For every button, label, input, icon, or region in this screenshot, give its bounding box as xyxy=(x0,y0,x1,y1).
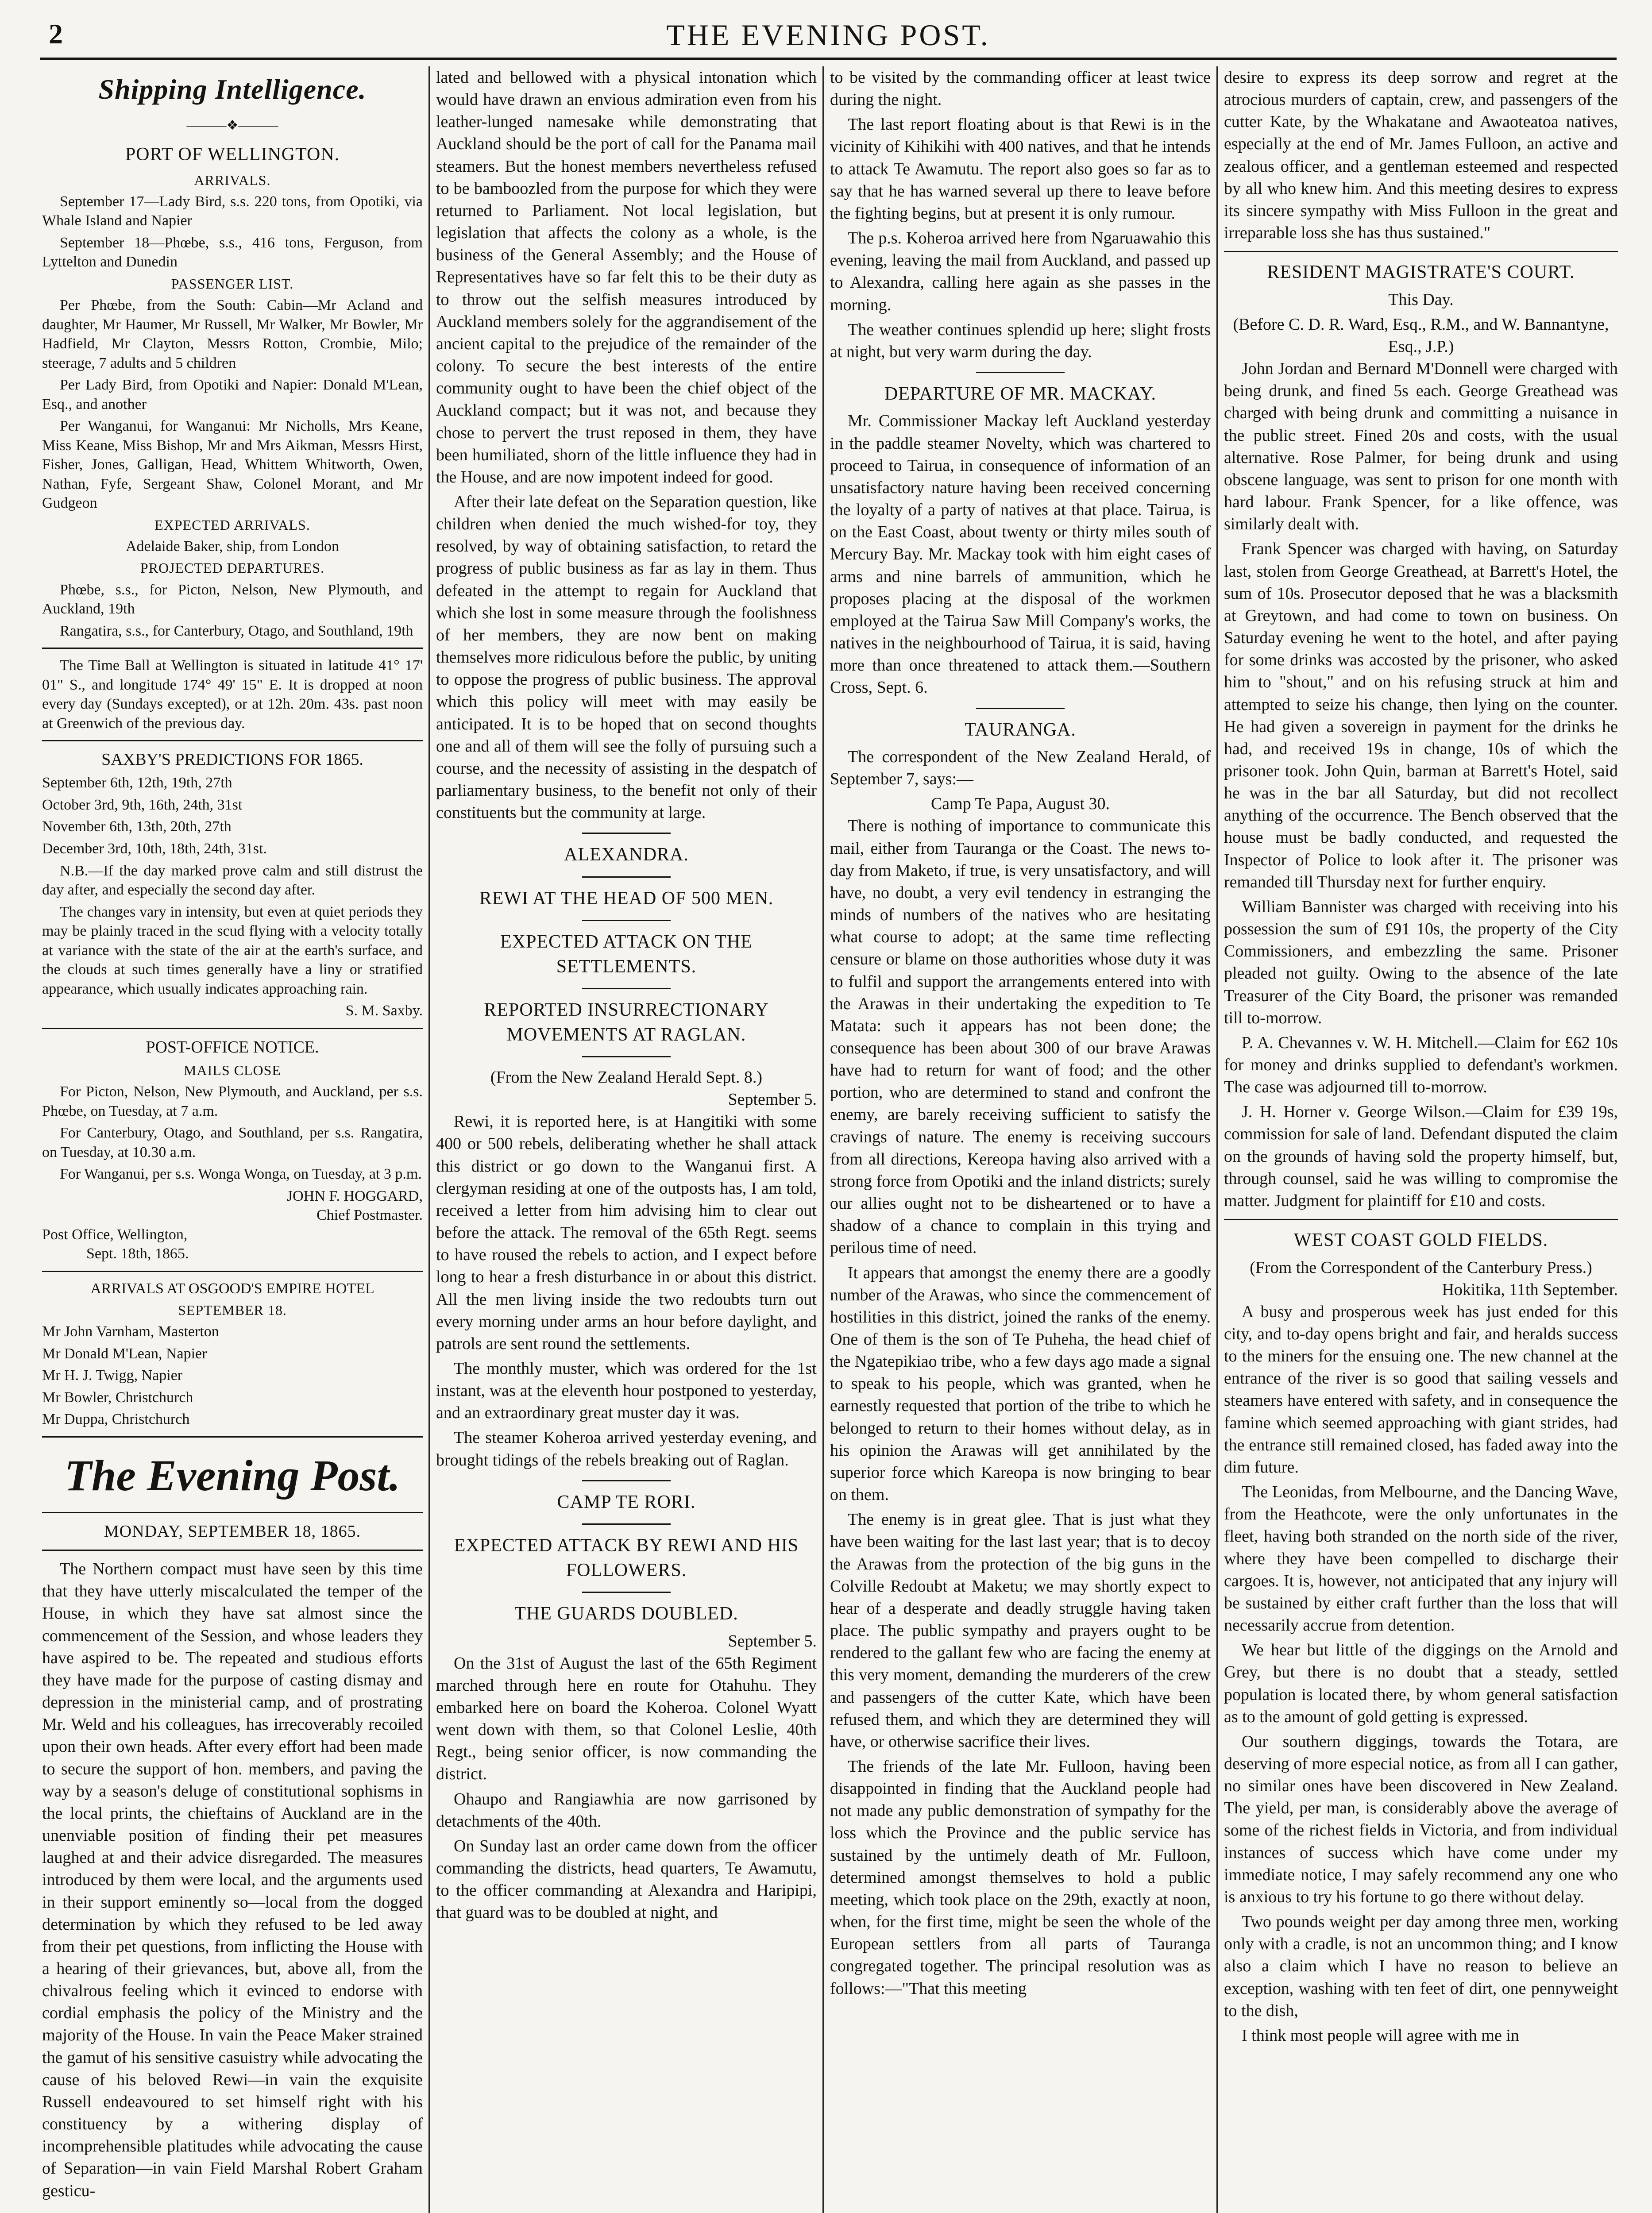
expected-attack-heading: EXPECTED ATTACK ON THE SETTLEMENTS. xyxy=(500,932,753,977)
tauranga-heading: TAURANGA. xyxy=(965,719,1076,740)
article-paragraph: The steamer Koheroa arrived yesterday evening, and brought tidings of the rebels breaking out of Raglan. xyxy=(436,1428,817,1469)
short-divider xyxy=(582,833,671,834)
short-divider xyxy=(582,920,671,921)
article-paragraph: There is nothing of importance to communicate this mail, either from Tauranga or the Coast. The news to-day from Maketo, if true, is very unsatisfactory, and will have, no doubt, a very evil tendency in estranging the minds of numbers of the natives who are hesitating what course to adopt; at the same time reflecting censure or blame on those authorities whose duty it was to fulfil and support the arrangements entered into with the Arawas in their undertaking the expedition to Te Matata: such it appears has not been done; the consequence has been about 300 of our brave Arawas have had to return for want of food; and the other portion, who are determined to stand and confront the enemy, are barely receiving sufficient to satisfy the cravings of nature. The enemy is receiving succours from all directions, Kereopa having also arrived with a strong force from Opotiki and the inland districts; surely our allies ought not to be disheartened or to have a shadow of a chance to complain in this trying and perilous time of need. xyxy=(830,817,1211,1257)
court-paragraph: J. H. Horner v. George Wilson.—Claim for £39 19s, commission for sale of land. Defendant disputed the claim on the grounds of having sold the property himself, but, through counsel, said he was willing to compromise the matter. Judgment for plaintiff for £10 and costs. xyxy=(1224,1103,1618,1210)
mail-entry: For Wanganui, per s.s. Wonga Wonga, on Tuesday, at 3 p.m. xyxy=(60,1166,422,1183)
short-divider xyxy=(582,876,671,878)
short-divider xyxy=(976,708,1065,709)
saxby-date: November 6th, 13th, 20th, 27th xyxy=(42,818,232,835)
divider xyxy=(1224,251,1618,252)
article-paragraph: Mr. Commissioner Mackay left Auckland yesterday in the paddle steamer Novelty, which was chartered to proceed to Tairua, in consequence of information of an unsatisfactory nature having been received concerning the loyalty of a party of natives at that place. Tairua, is on the East Coast, about twenty or thirty miles south of Mercury Bay. Mr. Mackay took with him eight cases of arms and nine barrels of ammunition, which he proposes placing at the disposal of the workmen employed at the Tairua Saw Mill Company's works, the natives in the neighbourhood of Tairua, it is said, having more than once threatened to attack them.—Southern Cross, Sept. 6. xyxy=(830,412,1211,697)
saxby-date: October 3rd, 9th, 16th, 24th, 31st xyxy=(42,796,243,813)
alexandra-heading: ALEXANDRA. xyxy=(564,844,689,865)
tauranga-intro: The correspondent of the New Zealand Herald, of September 7, says:— xyxy=(830,747,1211,789)
arrival-entry: September 17—Lady Bird, s.s. 220 tons, from Opotiki, via Whale Island and Napier xyxy=(42,193,423,229)
goldfields-heading: WEST COAST GOLD FIELDS. xyxy=(1293,1230,1548,1251)
rewi-heading: REWI AT THE HEAD OF 500 MEN. xyxy=(479,888,774,909)
passenger-heading: PASSENGER LIST. xyxy=(171,275,294,292)
court-day: This Day. xyxy=(1388,290,1454,309)
mail-entry: For Canterbury, Otago, and Southland, per s.s. Rangatira, on Tuesday, at 10.30 a.m. xyxy=(42,1125,423,1160)
column-rule xyxy=(1216,66,1218,2213)
ornament-divider: ———❖——— xyxy=(186,118,278,133)
post-office-date: Sept. 18th, 1865. xyxy=(86,1245,189,1262)
divider xyxy=(42,1271,423,1272)
court-bench: (Before C. D. R. Ward, Esq., R.M., and W. Bannantyne, Esq., J.P.) xyxy=(1233,315,1609,356)
article-paragraph: The friends of the late Mr. Fulloon, having been disappointed in finding that the Auckland people had not made any public demonstration of sympathy for the loss which the Province and the public service has sustained by the untimely death of Mr. Fulloon, determined amongst themselves to hold a public meeting, which took place on the 29th, exactly at noon, when, for the first time, might be seen the whole of the European settlers from all parts of Tauranga congregated together. The principal resolution was as follows:—"That this meeting xyxy=(830,1757,1211,1998)
article-paragraph: The Leonidas, from Melbourne, and the Dancing Wave, from the Heathcote, were the only unfortunates in the fleet, having both stranded on the north side of the river, where they have been compelled to discharge their cargoes. It is, however, not anticipated that any injury will be sustained by either craft further than the loss that will necessarily accrue from detention. xyxy=(1224,1483,1618,1635)
hotel-guest: Mr Duppa, Christchurch xyxy=(42,1411,190,1428)
postmaster-title: Chief Postmaster. xyxy=(317,1207,423,1224)
hotel-guest: Mr Donald M'Lean, Napier xyxy=(42,1345,207,1362)
guards-heading: THE GUARDS DOUBLED. xyxy=(514,1604,738,1624)
column-2 xyxy=(436,66,817,2213)
short-divider xyxy=(582,1480,671,1481)
postmaster-name: JOHN F. HOGGARD, xyxy=(286,1187,423,1204)
article-paragraph: Ohaupo and Rangiawhia are now garrisoned by detachments of the 40th. xyxy=(436,1789,817,1831)
timeball-notice: The Time Ball at Wellington is situated in latitude 41° 17' 01" S., and longitude 174° 49' 15" E. It is dropped at noon every day (Sundays excepted), or at 12h. 20m. 43s. past noon at Greenwich of the previous day. xyxy=(42,657,423,732)
hotel-heading: ARRIVALS AT OSGOOD'S EMPIRE HOTEL xyxy=(90,1280,374,1297)
article-continued: to be visited by the commanding officer at least twice during the night. xyxy=(830,68,1211,109)
short-divider xyxy=(582,1056,671,1057)
article-paragraph: On the 31st of August the last of the 65th Regiment marched through here en route for Otahuhu. They embarked here on board the Koheroa. Colonel Wyatt went down with them, so that Colonel Leslie, 40th Regt., being senior officer, is now commanding the district. xyxy=(436,1654,817,1784)
hotel-date: SEPTEMBER 18. xyxy=(178,1302,287,1319)
column-rule xyxy=(822,66,824,2213)
expected-heading: EXPECTED ARRIVALS. xyxy=(154,517,310,533)
hotel-guest: Mr John Varnham, Masterton xyxy=(42,1323,219,1340)
mackay-heading: DEPARTURE OF MR. MACKAY. xyxy=(884,384,1156,405)
court-paragraph: John Jordan and Bernard M'Donnell were charged with being drunk, and fined 5s each. George Greathead was charged with being drunk and committing a nuisance in the public street. Fined 20s and costs, with the usual alternative. Rose Palmer, for being drunk and using obscene language, was sent to prison for one month with hard labour. Frank Spencer, for a like offence, was similarly dealt with. xyxy=(1224,359,1618,534)
page-number: 2 xyxy=(49,18,63,50)
divider xyxy=(1224,1219,1618,1220)
article-paragraph: Our southern diggings, towards the Totara, are deserving of more especial notice, as from all I can gather, no similar ones have been discovered in New Zealand. The yield, per man, is considerably above the average of some of the richest fields in Victoria, and from individual instances of success which have come under my immediate notice, I may safely recommend any one who is anxious to try his fortune to go there without delay. xyxy=(1224,1732,1618,1906)
column-1 xyxy=(42,66,423,2213)
editorial-continued: lated and bellowed with a physical intonation which would have drawn an envious admiration even from his leather-lunged namesake while demonstrating that Auckland should be the port of call for the Panama mail steamers. But the honest members nevertheless refused to be bamboozled from the purpose for which they were returned to Parliament. Not local legislation, but legislation that affects the colony as a whole, is the business of the General Assembly; and the House of Representatives have so far felt this to be their duty as to throw out the selfish measures introduced by Auckland members solely for the aggrandisement of the ancient capital to the prejudice of the remainder of the colony. To secure the best interests of the entire community ought to have been the chief object of the Auckland compact; but it was not, and because they chose to pervert the trust reposed in them, they have been humiliated, shorn of the little influence they had in the House, and are now impotent indeed for good. xyxy=(436,68,817,486)
article-paragraph: Two pounds weight per day among three men, working only with a cradle, is not an uncommon thing; and I know also a claim which I have no reason to believe an exception, washing with ten feet of dirt, one pennyweight to the dish, xyxy=(1224,1912,1618,2020)
court-heading: RESIDENT MAGISTRATE'S COURT. xyxy=(1267,262,1575,283)
article-paragraph: The p.s. Koheroa arrived here from Ngaruawahio this evening, leaving the mail from Auckland, and passed up to Alexandra, calling here again as she passes in the morning. xyxy=(830,229,1211,314)
court-paragraph: P. A. Chevannes v. W. H. Mitchell.—Claim for £62 10s for money and drinks supplied to defendant's workmen. The case was adjourned till to-morrow. xyxy=(1224,1033,1618,1097)
article-paragraph: The enemy is in great glee. That is just what they have been waiting for the last last year; that is to decoy the Arawas from the protection of the big guns in the Colville Redoubt at Maketu; we may shortly expect to hear of a desperate and deadly struggle having taken place. The public sympathy and prayers ought to be rendered to the gallant few who are facing the enemy at this very moment, demanding the murderers of the crew and passengers of the cutter Kate, which have been refused them, and which they are determined they will have, or otherwise sacrifice their lives. xyxy=(830,1510,1211,1751)
divider xyxy=(42,1028,423,1029)
port-heading: PORT OF WELLINGTON. xyxy=(125,144,340,165)
mails-close-heading: MAILS CLOSE xyxy=(184,1062,281,1078)
expected-rewi-heading: EXPECTED ATTACK BY REWI AND HIS FOLLOWERS. xyxy=(454,1535,799,1581)
column-4 xyxy=(1224,66,1618,2213)
postoffice-heading: POST-OFFICE NOTICE. xyxy=(146,1037,319,1056)
court-paragraph: William Bannister was charged with receiving into his possession the sum of £91 10s, the property of the City Commissioners, and embezzling the same. Prisoner pleaded not guilty. Owing to the absence of the late Treasurer of the City Board, the prisoner was remanded till to-morrow. xyxy=(1224,897,1618,1027)
divider xyxy=(42,1550,423,1551)
projected-heading: PROJECTED DEPARTURES. xyxy=(140,560,325,576)
passenger-entry: Per Lady Bird, from Opotiki and Napier: Donald M'Lean, Esq., and another xyxy=(42,377,423,413)
mail-entry: For Picton, Nelson, New Plymouth, and Auckland, per s.s. Phœbe, on Tuesday, at 7 a.m. xyxy=(42,1083,423,1119)
passenger-entry: Per Wanganui, for Wanganui: Mr Nicholls, Mrs Keane, Miss Keane, Miss Bishop, Mr and Mrs Aikman, Messrs Hirst, Fisher, Jones, Galligan, Head, Whittem Whitworth, Owen, Nathan, Fyfe, Sergeant Shaw, Colonel Morant, and Mr Gudgeon xyxy=(42,418,423,512)
article-paragraph: On Sunday last an order came down from the officer commanding the districts, head quarters, Te Awamutu, to the officer commanding at Alexandra and Haripipi, that guard was to be doubled at night, and xyxy=(436,1836,817,1922)
post-office-place: Post Office, Wellington, xyxy=(42,1226,188,1243)
passenger-entry: Per Phœbe, from the South: Cabin—Mr Acland and daughter, Mr Haumer, Mr Russell, Mr Walker, Mr Bowler, Mr Hadfield, Mr Clayton, Messrs Rotton, Crombie, Milo; steerage, 7 adults and 5 children xyxy=(42,297,423,371)
paper-title: The Evening Post. xyxy=(64,1451,401,1500)
divider xyxy=(42,1512,423,1513)
goldfields-dateline: Hokitika, 11th September. xyxy=(1442,1280,1618,1299)
article-paragraph: It appears that amongst the enemy there are a goodly number of the Arawas, who since the commencement of hostilities in this district, joined the ranks of the enemy. One of them is the son of Te Puheha, the head chief of the Ngatepikiao tribe, who a few days ago made a signal to speak to his people, which was granted, when he earnestly requested that portion of the tribe to which he belonged to return to their homes without delay, as in his opinion the Arawas will get annihilated by the superior force which Kareopa is now bringing to bear on them. xyxy=(830,1263,1211,1504)
article-paragraph: A busy and prosperous week has just ended for this city, and to-day opens bright and fair, and heralds success to the miners for the ensuing one. The new channel at the entrance of the river is so good that sailing vessels and steamers have entered with safety, and in consequence the famine which seemed approaching with giant strides, had the entrance still remained closed, has faded away into the dim future. xyxy=(1224,1302,1618,1477)
article-paragraph: The last report floating about is that Rewi is in the vicinity of Kihikihi with 400 natives, and that he intends to attack Te Awamutu. The report also goes so far as to say that he has warned several up there to leave before the fighting begins, but at present it is only rumour. xyxy=(830,115,1211,223)
article-paragraph: The weather continues splendid up here; slight frosts at night, but very warm during the day. xyxy=(830,320,1211,361)
saxby-nb: N.B.—If the day marked prove calm and still distrust the day after, and especially the second day after. xyxy=(42,862,423,898)
arrivals-heading: ARRIVALS. xyxy=(194,172,271,188)
paper-date: MONDAY, SEPTEMBER 18, 1865. xyxy=(104,1522,361,1541)
court-paragraph: Frank Spencer was charged with having, on Saturday last, stolen from George Greathead, at Barrett's Hotel, the sum of 10s. Prosecutor deposed that he was a blacksmith at Greytown, and had come to town on business. On Saturday evening he went to the hotel, and after paying for some drinks was accosted by the prisoner, who asked him to "shout," and on his refusing struck at him and attempted to seize his change, then lying on the counter. He had given a sovereign in payment for the drinks he had, and received 19s in change, 10s of which the prisoner took. John Quin, barman at Barrett's Hotel, said he was in the bar all Saturday, but did not recollect anything of the occurrence. The Bench observed that the house must be badly conducted, and requested the Inspector of Police to look after it. The prisoner was remanded till Thursday next for further enquiry. xyxy=(1224,540,1618,891)
page-header xyxy=(40,13,1617,60)
shipping-title: Shipping Intelligence. xyxy=(98,73,367,105)
article-paragraph: I think most people will agree with me in xyxy=(1242,2026,1519,2045)
guards-date: September 5. xyxy=(728,1631,817,1650)
saxby-heading: SAXBY'S PREDICTIONS FOR 1865. xyxy=(101,750,363,769)
short-divider xyxy=(582,988,671,989)
saxby-date: September 6th, 12th, 19th, 27th xyxy=(42,775,232,791)
divider xyxy=(42,648,423,649)
tauranga-dateline: Camp Te Papa, August 30. xyxy=(930,794,1110,813)
reported-heading: REPORTED INSURRECTIONARY MOVEMENTS AT RAGLAN. xyxy=(484,1000,769,1045)
article-continued: desire to express its deep sorrow and regret at the atrocious murders of captain, crew, and passengers of the cutter Kate, by the Whakatane and Awaoteatoa natives, especially at the end of Mr. James Fulloon, an active and zealous officer, and a gentleman esteemed and respected by all who knew him. And this meeting desires to express its sincere sympathy with Miss Fulloon in the great and irreparable loss she has thus sustained." xyxy=(1224,68,1618,243)
short-divider xyxy=(976,372,1065,373)
short-divider xyxy=(582,1523,671,1525)
hotel-guest: Mr H. J. Twigg, Napier xyxy=(42,1367,183,1384)
short-divider xyxy=(582,1592,671,1593)
alexandra-date: September 5. xyxy=(728,1090,817,1109)
article-paragraph: The monthly muster, which was ordered for the 1st instant, was at the eleventh hour postponed to yesterday, and an extraordinary great muster day it was. xyxy=(436,1359,817,1423)
editorial-paragraph: The Northern compact must have seen by this time that they have utterly miscalculated the temper of the House, in which they have sat almost since the commencement of the Session, and whose leaders they have aspired to be. The repeated and studious efforts they have made for the purpose of casting dismay and depression in the ministerial camp, and of prostrating Mr. Weld and his colleagues, has irrecoverably recoiled upon their own heads. After every effort had been made to secure the support of hon. members, and paving the way by a season's deluge of constitutional sophisms in the local prints, the chieftains of Auckland are in the unenviable position of finding their pet measures laughed at and their advice disregarded. The measures introduced by them were local, and the arguments used in their support eminently so—local from the dogged determination by which they refused to be led away from their pet questions, from inflicting the House with a hearing of their grievances, but, above all, from the chivalrous feeling which it evinced to endorse with cordial emphasis the policy of the Ministry and the majority of the House. In vain the Peace Maker strained the gamut of his sensitive casuistry while advocating the cause of his beloved Rewi—in vain the exquisite Russell endeavoured to set himself right with his constituency by a withering display of incomprehensible platitudes while advocating the cause of Separation—in vain Field Marshal Robert Graham gesticu- xyxy=(42,1560,423,2200)
article-paragraph: We hear but little of the diggings on the Arnold and Grey, but there is no doubt that a steady, settled population is located there, by whom general satisfaction as to the amount of gold getting is expressed. xyxy=(1224,1641,1618,1726)
camp-heading: CAMP TE RORI. xyxy=(557,1492,696,1512)
running-masthead: THE EVENING POST. xyxy=(666,18,990,52)
goldfields-source: (From the Correspondent of the Canterbury Press.) xyxy=(1250,1258,1592,1277)
arrival-entry: September 18—Phœbe, s.s., 416 tons, Ferguson, from Lyttelton and Dunedin xyxy=(42,234,423,270)
saxby-date: December 3rd, 10th, 18th, 24th, 31st. xyxy=(42,840,267,857)
divider xyxy=(42,1436,423,1438)
saxby-changes: The changes vary in intensity, but even at quiet periods they may be plainly traced in the scud flying with a velocity totally at variance with the state of the air at the earth's surface, and the clouds at such times generally have a liny or stratified appearance, which usually indicates approaching rain. xyxy=(42,903,423,997)
saxby-signature: S. M. Saxby. xyxy=(345,1002,423,1019)
editorial-paragraph: After their late defeat on the Separation question, like children when denied the much wished-for toy, they resolved, by way of obtaining satisfaction, to retard the progress of public business as far as lay in them. Thus defeated in the attempt to regain for Auckland that which she lost in some measure through the foolishness of her members, they are now bent on making themselves more ridiculous before the public, by uniting to oppose the progress of public business. The approval which this policy will meet with may easily be anticipated. It is to be hoped that on second thoughts one and all of them will see the folly of pursuing such a course, and the necessity of assisting in the despatch of parliamentary business, to the benefit not only of their constituents but the community at large. xyxy=(436,492,817,822)
alexandra-source: (From the New Zealand Herald Sept. 8.) xyxy=(490,1068,763,1087)
expected-entry: Adelaide Baker, ship, from London xyxy=(125,538,340,555)
projected-entry: Phœbe, s.s., for Picton, Nelson, New Plymouth, and Auckland, 19th xyxy=(42,581,423,617)
article-paragraph: Rewi, it is reported here, is at Hangitiki with some 400 or 500 rebels, deliberating whether he shall attack this district or go down to the Wanganui first. A clergyman residing at one of the outposts has, I am told, received a letter from him advising him to clear out before the attack. The removal of the 65th Regt. seems to have roused the rebels to action, and I expect before long to hear a fresh disturbance in or about this district. All the men living inside the two redoubts turn out every morning under arms an hour before daylight, and patrols are sent round the settlements. xyxy=(436,1112,817,1353)
divider xyxy=(42,740,423,741)
hotel-guest: Mr Bowler, Christchurch xyxy=(42,1389,193,1406)
column-3 xyxy=(830,66,1211,2213)
column-rule xyxy=(428,66,430,2213)
projected-entry: Rangatira, s.s., for Canterbury, Otago, and Southland, 19th xyxy=(60,622,413,639)
